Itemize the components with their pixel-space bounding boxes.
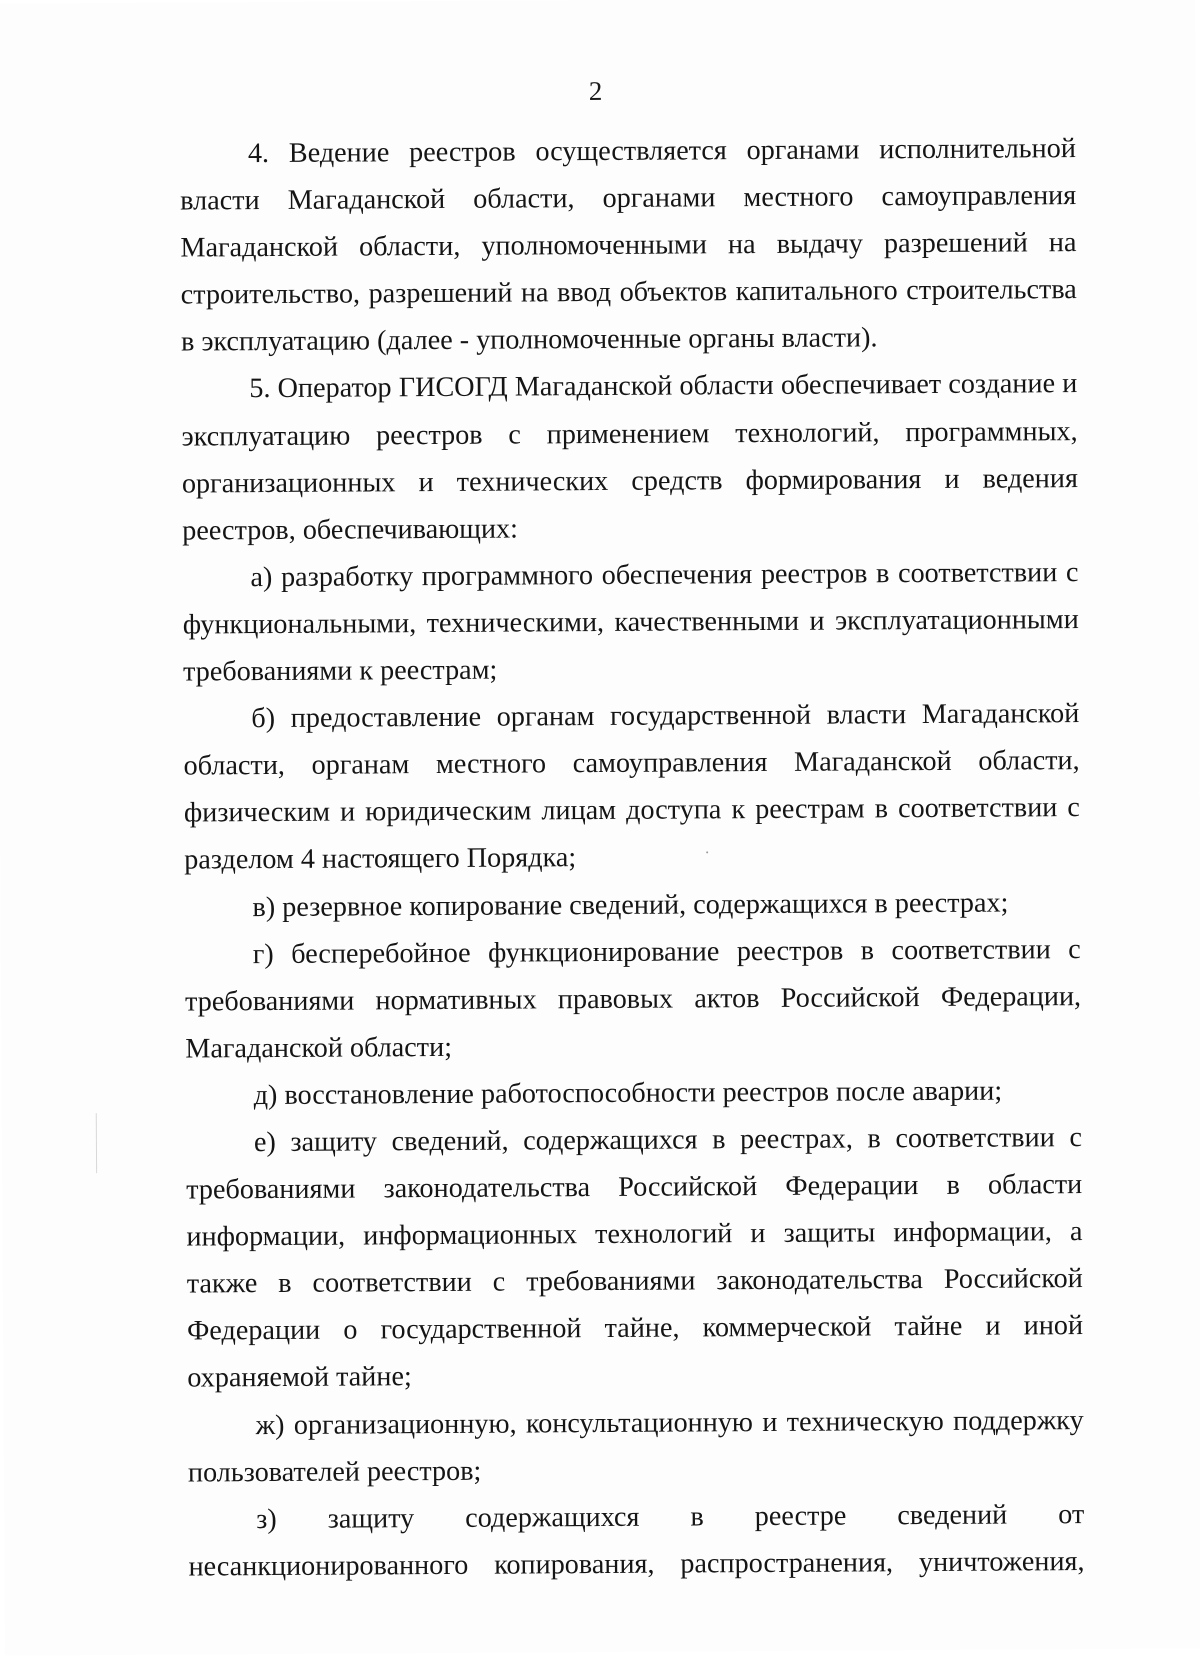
scan-speck bbox=[706, 851, 708, 853]
paragraph-5: 5. Оператор ГИСОГД Магаданской области обеспечивает создание и эксплуатацию реестров с применением технологий, программных, организационных и технических средств формирования и ведения реестров, обеспечивающих: bbox=[181, 368, 1078, 547]
document-body bbox=[180, 125, 1085, 1590]
list-item-z: з) защиту содержащихся в реестре сведений от несанкционированного копирования, распространения, уничтожения, bbox=[188, 1498, 1085, 1583]
list-item-d: д) восстановление работоспособности реестров после аварии; bbox=[253, 1075, 1003, 1111]
list-item-v: в) резервное копирование сведений, содержащихся в реестрах; bbox=[252, 887, 1009, 923]
paragraph-4: 4. Ведение реестров осуществляется органами исполнительной власти Магаданской области, органами местного самоуправления Магаданской области, уполномоченными на выдачу разрешений на строительство, разрешений на ввод объектов капитального строительства в эксплуатацию (далее - уполномоченные органы власти). bbox=[180, 133, 1077, 358]
page-number: 2 bbox=[588, 75, 603, 107]
list-item-g: г) бесперебойное функционирование реестров в соответствии с требованиями нормативных правовых актов Российской Федерации, Магаданской области; bbox=[184, 933, 1082, 1065]
list-item-a: а) разработку программного обеспечения реестров в соответствии с функциональными, техническими, качественными и эксплуатационными требованиями к реестрам; bbox=[182, 556, 1079, 688]
list-item-zh: ж) организационную, консультационную и техническую поддержку пользователей реестров; bbox=[187, 1404, 1084, 1489]
list-item-b: б) предоставление органам государственной власти Магаданской области, органам местного самоуправления Магаданской области, физическим и юридическим лицам доступа к реестрам в соответствии с разделом 4 настоящего Порядка; bbox=[183, 698, 1080, 876]
list-item-e: е) защиту сведений, содержащихся в реестрах, в соответствии с требованиями законодательства Российской Федерации в области информации, информационных технологий и защиты информации, а также в соответствии с требованиями законодательства Российской Федерации о государственной тайне, коммерческой тайне и иной охраняемой тайне; bbox=[186, 1122, 1084, 1394]
scan-edge-mark bbox=[96, 1113, 97, 1173]
